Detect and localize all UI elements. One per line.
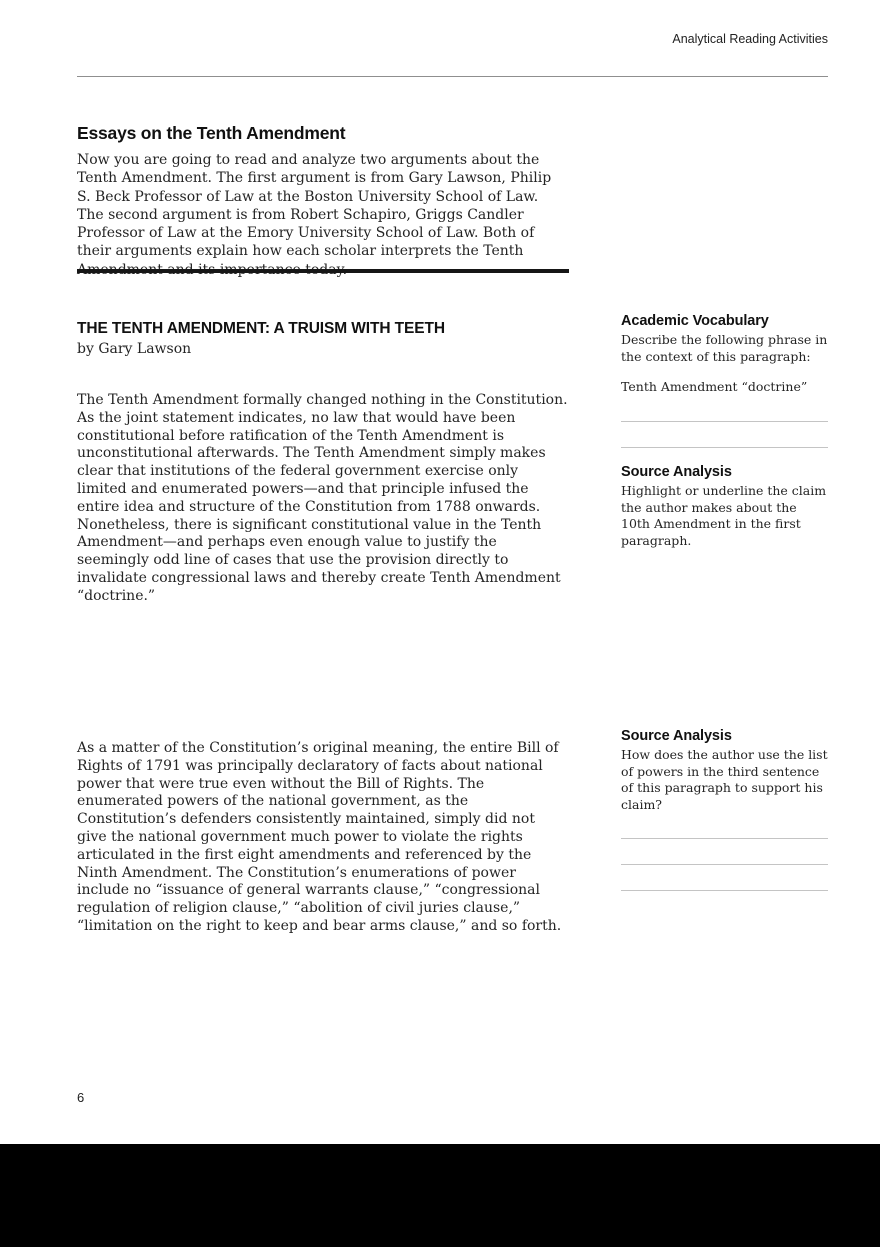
intro-paragraph: Now you are going to read and analyze two arguments about the Tenth Amendment. The first argument is from Gary Lawson, Philip S. Beck Professor of Law at the Boston University School of Law. The second argument is from Robert Schapiro, Griggs Candler Professor of Law at the Emory University School of Law. Both of their arguments explain how each scholar interprets the Tenth Amendment and its importance today. [77,152,552,278]
essay-paragraph-2: As a matter of the Constitution’s original meaning, the entire Bill of Rights of 1791 was principally declaratory of facts about national power that were true even without the Bill of Rights. The enumerated powers of the national government, as the Constitution’s defenders consistently maintained, simply did not give the national government much power to violate the rights articulated in the first eight amendments and referenced by the Ninth Amendment. The Constitution’s enumerations of power include no “issuance of general warrants clause,” “congressional regulation of religion clause,” “abolition of civil juries clause,” “limitation on the right to keep and bear arms clause,” and so forth. [77,740,562,934]
essay-header [77,320,569,357]
answer-line [621,813,828,839]
academic-vocabulary-heading: Academic Vocabulary [621,313,769,329]
answer-line [621,865,828,891]
source-analysis-1-prompt: Highlight or underline the claim the author makes about the 10th Amendment in the first paragraph. [621,483,827,548]
sidebar-academic-vocabulary [621,313,828,448]
intro-section [77,123,569,279]
sidebar-source-analysis-1 [621,464,828,549]
answer-line [621,422,828,448]
source-analysis-2-heading: Source Analysis [621,728,732,744]
academic-vocabulary-prompt: Describe the following phrase in the context of this paragraph: [621,332,828,364]
page-title: Essays on the Tenth Amendment [77,123,346,143]
footer-bar [0,1144,880,1247]
header-rule [77,76,828,77]
essay-title: THE TENTH AMENDMENT: A TRUISM WITH TEETH [77,320,445,337]
running-head: Analytical Reading Activities [672,32,828,46]
answer-lines-group [621,813,828,891]
answer-lines-group [621,396,828,448]
essay-paragraph-1: The Tenth Amendment formally changed nothing in the Constitution. As the joint statement indicates, no law that would have been constitutional before ratification of the Tenth Amendment is unconstitutional afterwards. The Tenth Amendment simply makes clear that institutions of the federal government exercise only limited and enumerated powers—and that principle infused the entire idea and structure of the Constitution from 1788 onwards. Nonetheless, there is significant constitutional value in the Tenth Amendment—and perhaps even enough value to justify the seemingly odd line of cases that use the provision directly to invalidate congressional laws and thereby create Tenth Amendment “doctrine.” [77,392,568,604]
essay-byline: by Gary Lawson [77,341,192,357]
academic-vocabulary-phrase: Tenth Amendment “doctrine” [621,379,808,395]
source-analysis-1-heading: Source Analysis [621,464,732,480]
answer-line [621,839,828,865]
answer-line [621,396,828,422]
page-number: 6 [77,1090,85,1105]
sidebar-source-analysis-2 [621,728,828,891]
source-analysis-2-prompt: How does the author use the list of powers in the third sentence of this paragraph to support his claim? [621,747,828,812]
section-divider [77,269,569,273]
